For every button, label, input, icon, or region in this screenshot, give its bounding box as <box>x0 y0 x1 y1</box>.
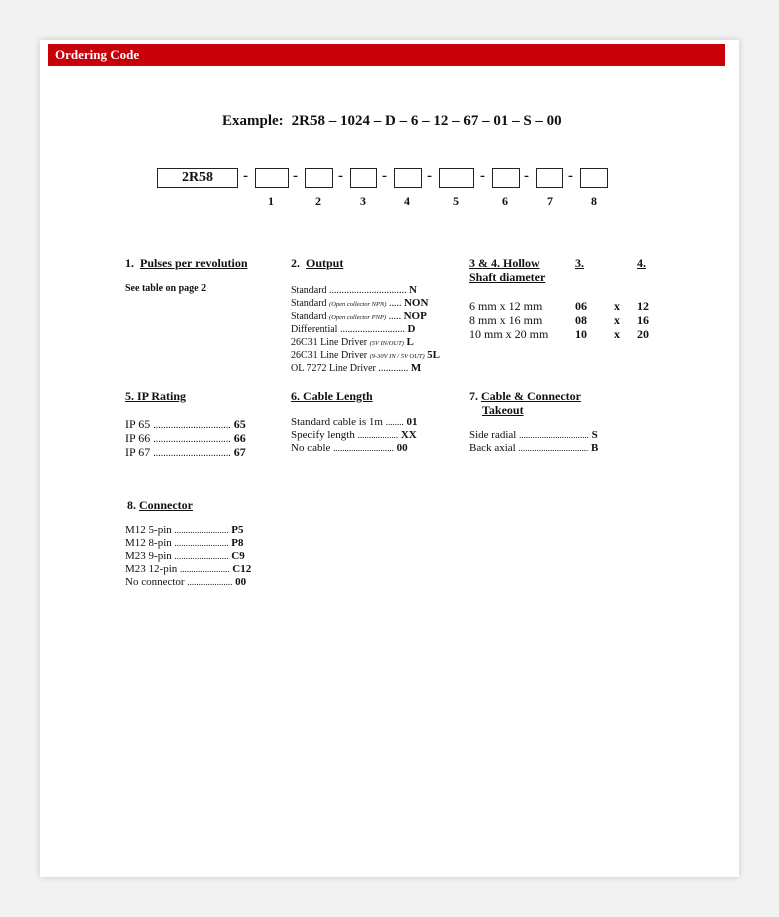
section-number: 7. <box>469 389 478 403</box>
code-field-4[interactable] <box>394 168 422 188</box>
column-header-4: 4. <box>637 256 646 270</box>
output-option: Differential .......................... D <box>291 323 416 335</box>
example-label: Example: <box>222 113 284 129</box>
document-page <box>40 40 739 877</box>
connector-section-title <box>127 498 193 513</box>
section-heading: Cable Length <box>303 389 373 403</box>
shaft-size: 10 mm x 20 mm <box>469 327 549 341</box>
section-heading: IP Rating <box>137 389 187 403</box>
code-separator: - <box>480 168 485 184</box>
takeout-section-title <box>469 389 581 417</box>
code-separator: - <box>338 168 343 184</box>
section-number: 8. <box>127 498 136 512</box>
shaft-x: x <box>614 313 620 327</box>
takeout-option: Back axial ............................... B <box>469 442 599 454</box>
code-field-8[interactable] <box>580 168 608 188</box>
code-separator: - <box>427 168 432 184</box>
code-field-3[interactable] <box>350 168 377 188</box>
section-header-banner <box>48 44 725 66</box>
takeout-option: Side radial ............................... S <box>469 429 598 441</box>
position-number: 1 <box>268 194 274 208</box>
connector-option: M12 5-pin ........................ P5 <box>125 524 244 536</box>
shaft-code-3: 08 <box>575 313 587 327</box>
shaft-size: 8 mm x 16 mm <box>469 313 543 327</box>
code-separator: - <box>568 168 573 184</box>
ip-rating-section-title <box>125 389 186 404</box>
output-option: 26C31 Line Driver (9-30V IN / 5V OUT) 5L <box>291 349 440 361</box>
code-field-7[interactable] <box>536 168 563 188</box>
shaft-code-4: 12 <box>637 299 649 313</box>
section-heading: Connector <box>139 498 193 512</box>
position-number: 7 <box>547 194 553 208</box>
output-option: Standard (Open collector PNP) ..... NOP <box>291 310 427 322</box>
section-heading: Takeout <box>482 403 524 417</box>
output-option: OL 7272 Line Driver ............ M <box>291 362 422 374</box>
output-section-title <box>291 256 343 271</box>
shaft-code-4: 16 <box>637 313 649 327</box>
section-heading: Pulses per revolution <box>140 256 248 270</box>
code-field-2[interactable] <box>305 168 333 188</box>
shaft-code-3: 06 <box>575 299 587 313</box>
position-number: 6 <box>502 194 508 208</box>
column-header-3: 3. <box>575 256 584 270</box>
section-heading: 3 & 4. Hollow <box>469 256 540 270</box>
ip-option: IP 66 ............................... 66 <box>125 431 246 445</box>
section-title: Ordering Code <box>55 47 140 62</box>
ip-option: IP 67 ............................... 67 <box>125 445 246 459</box>
position-number: 5 <box>453 194 459 208</box>
example-value: 2R58 – 1024 – D – 6 – 12 – 67 – 01 – S – 00 <box>291 113 562 129</box>
section-heading: Output <box>306 256 344 270</box>
cable-length-option: Specify length .................. XX <box>291 429 417 441</box>
output-option: Standard ............................... N <box>291 284 417 296</box>
code-field-1[interactable] <box>255 168 289 188</box>
section-number: 2. <box>291 256 300 270</box>
position-number: 2 <box>315 194 321 208</box>
shaft-code-3: 10 <box>575 327 587 341</box>
section-number: 6. <box>291 389 300 403</box>
position-number: 3 <box>360 194 366 208</box>
section-number: 5. <box>125 389 134 403</box>
shaft-x: x <box>614 299 620 313</box>
code-prefix-box: 2R58 <box>157 168 238 188</box>
code-separator: - <box>382 168 387 184</box>
section-heading: Cable & Connector <box>481 389 581 403</box>
code-separator: - <box>243 168 248 184</box>
section-number: 1. <box>125 256 134 270</box>
code-field-6[interactable] <box>492 168 520 188</box>
cable-length-option: No cable ........................... 00 <box>291 442 408 454</box>
connector-option: M12 8-pin ........................ P8 <box>125 537 244 549</box>
hollow-shaft-section-title <box>469 256 545 284</box>
code-separator: - <box>524 168 529 184</box>
pulses-section-title <box>125 256 248 271</box>
example-code <box>222 113 562 130</box>
connector-option: M23 9-pin ........................ C9 <box>125 550 245 562</box>
code-separator: - <box>293 168 298 184</box>
section-heading: Shaft diameter <box>469 270 546 284</box>
position-number: 4 <box>404 194 410 208</box>
shaft-size: 6 mm x 12 mm <box>469 299 543 313</box>
position-number: 8 <box>591 194 597 208</box>
connector-option: No connector .................... 00 <box>125 576 247 588</box>
connector-option: M23 12-pin ...................... C12 <box>125 563 252 575</box>
shaft-x: x <box>614 327 620 341</box>
output-option: Standard (Open collector NPN) ..... NON <box>291 297 429 309</box>
cable-length-option: Standard cable is 1m ........ 01 <box>291 416 418 428</box>
shaft-code-4: 20 <box>637 327 649 341</box>
code-field-5[interactable] <box>439 168 474 188</box>
cable-length-section-title <box>291 389 373 404</box>
pulses-note: See table on page 2 <box>125 283 207 294</box>
output-option: 26C31 Line Driver (5V IN/OUT) L <box>291 336 414 348</box>
ip-option: IP 65 ............................... 65 <box>125 417 246 431</box>
